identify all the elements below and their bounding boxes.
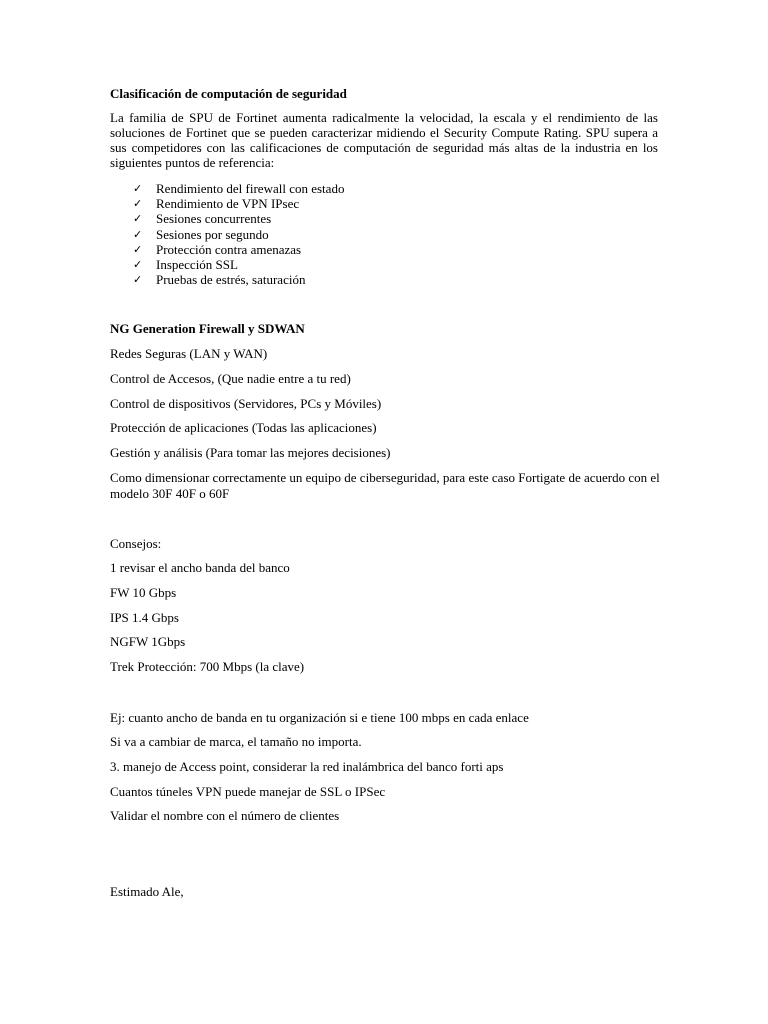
dimension-line-1: Como dimensionar correctamente un equipo de ciberseguridad, para este caso Fortigate de acuerdo con el — [110, 470, 660, 485]
intro-paragraph: La familia de SPU de Fortinet aumenta radicalmente la velocidad, la escala y el rendimiento de las soluciones de Fortinet que se pueden caracterizar midiendo el Security Compute Rating. SPU supera a sus competidores con las calificaciones de computación de seguridad más altas de la industria en los siguientes puntos de referencia: — [110, 110, 658, 170]
checklist-item-label: Sesiones concurrentes — [156, 211, 272, 227]
closing-greeting: Estimado Ale, — [110, 884, 184, 899]
section-heading-clasificacion: Clasificación de computación de seguridad — [110, 86, 347, 101]
checklist-item-label: Sesiones por segundo — [156, 226, 269, 242]
checklist-item-label: Pruebas de estrés, saturación — [156, 272, 306, 288]
checklist-item — [133, 257, 344, 272]
tips-heading: Consejos: — [110, 536, 162, 551]
checklist-item — [133, 181, 344, 196]
text-line: FW 10 Gbps — [110, 585, 177, 600]
checkmark-icon: ✓ — [133, 197, 143, 211]
text-line: Control de dispositivos (Servidores, PCs y Móviles) — [110, 396, 382, 411]
text-line: IPS 1.4 Gbps — [110, 610, 179, 625]
checklist-item — [133, 227, 344, 242]
section-heading-ngfw: NG Generation Firewall y SDWAN — [110, 321, 305, 336]
text-line: NGFW 1Gbps — [110, 634, 186, 649]
text-line: Si va a cambiar de marca, el tamaño no importa. — [110, 734, 362, 749]
text-line: Redes Seguras (LAN y WAN) — [110, 346, 268, 361]
text-line: 1 revisar el ancho banda del banco — [110, 560, 290, 575]
checkmark-icon: ✓ — [133, 257, 143, 271]
checklist-item — [133, 196, 344, 211]
checkmark-icon: ✓ — [133, 212, 143, 226]
text-line: Validar el nombre con el número de clientes — [110, 808, 340, 823]
checklist-item-label: Protección contra amenazas — [156, 241, 302, 257]
text-line: Trek Protección: 700 Mbps (la clave) — [110, 659, 305, 674]
text-line: Ej: cuanto ancho de banda en tu organización si e tiene 100 mbps en cada enlace — [110, 710, 529, 725]
text-line: Gestión y análisis (Para tomar las mejores decisiones) — [110, 445, 391, 460]
text-line: Protección de aplicaciones (Todas las aplicaciones) — [110, 420, 377, 435]
text-line: Cuantos túneles VPN puede manejar de SSL o IPSec — [110, 784, 386, 799]
checkmark-icon: ✓ — [133, 242, 143, 256]
checkmark-icon: ✓ — [133, 182, 143, 195]
text-line: Control de Accesos, (Que nadie entre a tu red) — [110, 371, 351, 386]
checklist-item-label: Rendimiento de VPN IPsec — [156, 196, 300, 212]
checklist-item — [133, 272, 344, 287]
checklist-item-label: Rendimiento del firewall con estado — [156, 181, 345, 196]
dimension-line-2: modelo 30F 40F o 60F — [110, 486, 230, 501]
text-line: 3. manejo de Access point, considerar la red inalámbrica del banco forti aps — [110, 759, 504, 774]
benchmark-checklist — [133, 181, 344, 287]
checklist-item-label: Inspección SSL — [156, 256, 238, 272]
checkmark-icon: ✓ — [133, 227, 143, 241]
checklist-item — [133, 242, 344, 257]
checkmark-icon: ✓ — [133, 273, 143, 287]
checklist-item — [133, 211, 344, 226]
